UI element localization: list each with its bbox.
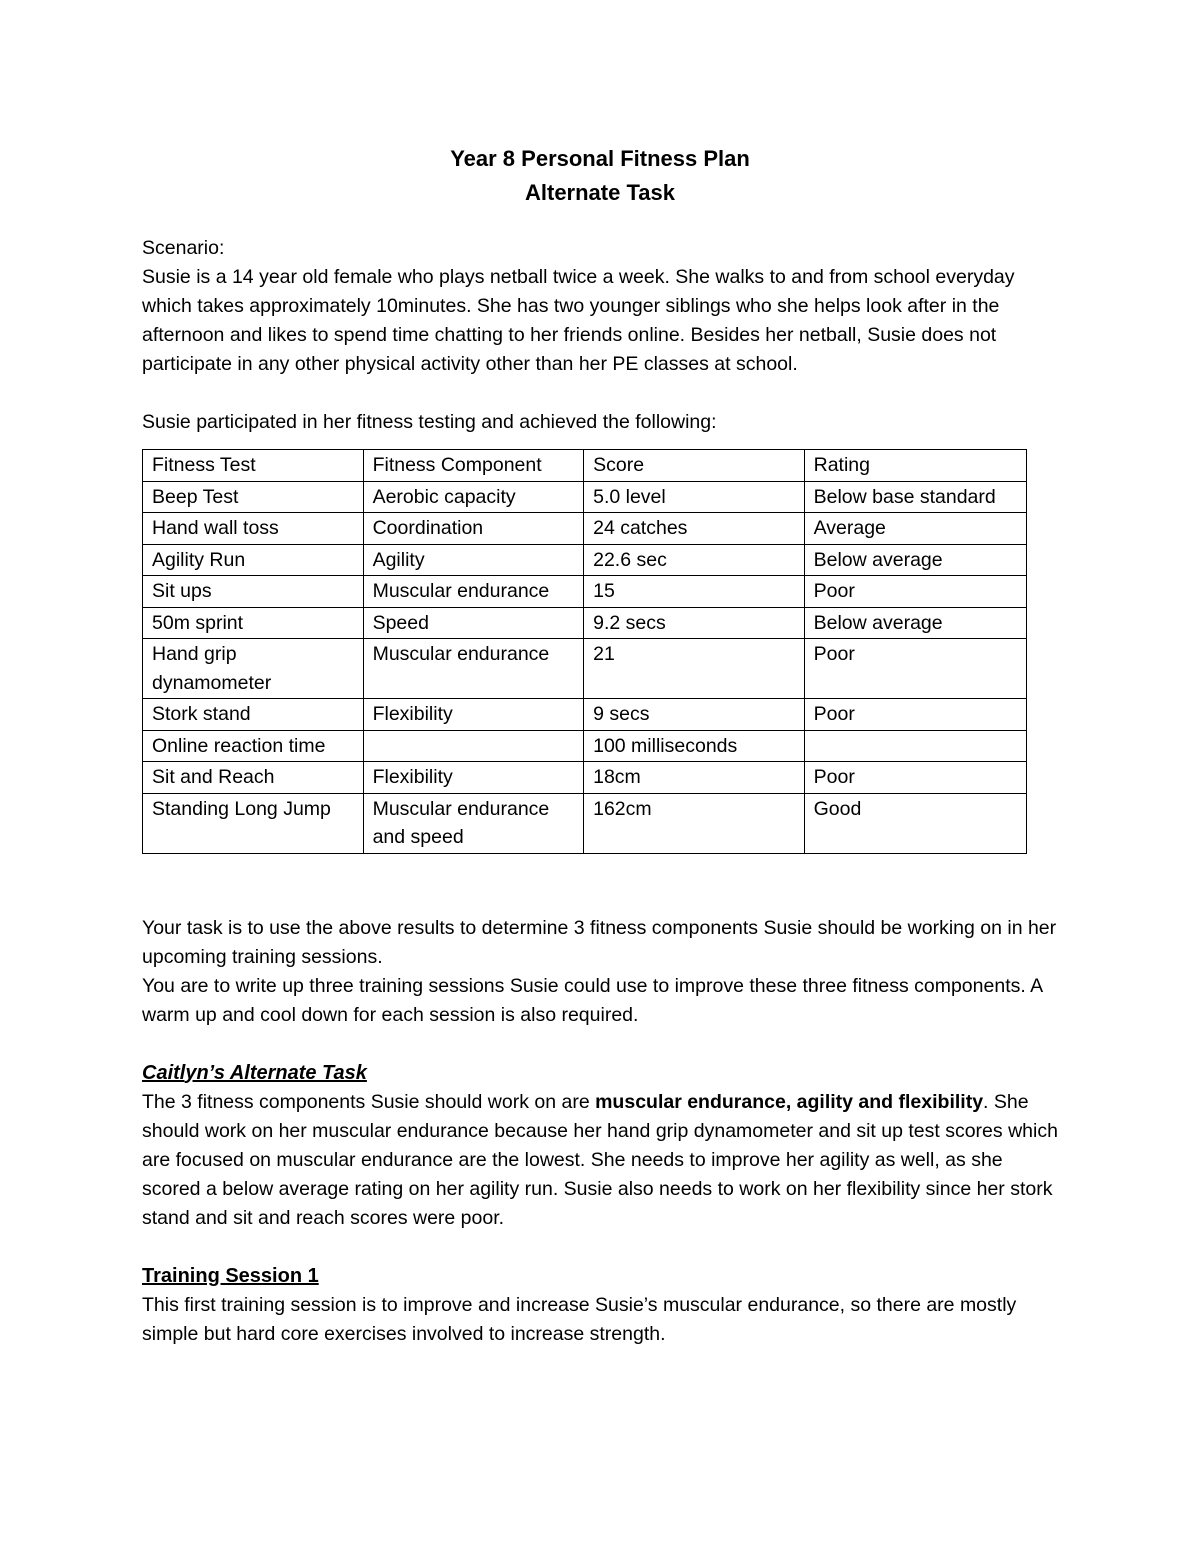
scenario-label: Scenario:	[142, 237, 225, 259]
page-subtitle: Alternate Task	[525, 180, 675, 205]
table-cell: 9 secs	[584, 699, 805, 731]
fitness-results-table	[142, 449, 1027, 854]
table-row	[143, 513, 1027, 545]
scenario-section	[142, 234, 1058, 437]
table-cell: Muscular endurance and speed	[363, 793, 584, 853]
table-row	[143, 607, 1027, 639]
table-row	[143, 481, 1027, 513]
alternate-intro-end: .	[983, 1090, 989, 1113]
training-session-1-heading: Training Session 1	[142, 1264, 319, 1287]
table-cell: Coordination	[363, 513, 584, 545]
table-header-cell: Fitness Test	[143, 450, 364, 482]
alternate-task-heading: Caitlyn’s Alternate Task	[142, 1061, 367, 1084]
table-cell: 162cm	[584, 793, 805, 853]
table-cell: 9.2 secs	[584, 607, 805, 639]
fitness-components-highlight: muscular endurance, agility and flexibility	[595, 1090, 984, 1113]
table-row	[143, 639, 1027, 699]
table-cell: 50m sprint	[143, 607, 364, 639]
alternate-intro: The 3 fitness components Susie should work on are	[142, 1090, 596, 1113]
table-cell: 22.6 sec	[584, 544, 805, 576]
table-cell: Agility Run	[143, 544, 364, 576]
task-line-2: You are to write up three training sessions Susie could use to improve these three fitness components. A warm up and cool down for each session is also required.	[142, 974, 1043, 1026]
table-cell: Stork stand	[143, 699, 364, 731]
table-cell: Below average	[804, 544, 1026, 576]
table-cell: Flexibility	[363, 762, 584, 794]
table-cell	[363, 730, 584, 762]
table-cell: Below average	[804, 607, 1026, 639]
table-cell: Poor	[804, 576, 1026, 608]
table-cell: Hand grip dynamometer	[143, 639, 364, 699]
table-cell: Aerobic capacity	[363, 481, 584, 513]
scenario-text: Susie is a 14 year old female who plays netball twice a week. She walks to and from school everyday which takes approximately 10minutes. She has two younger siblings who she helps look after in the afternoon and likes to spend time chatting to her friends online. Besides her netball, Susie does not participate in any other physical activity other than her PE classes at school.	[142, 266, 1015, 375]
table-cell: 18cm	[584, 762, 805, 794]
table-cell: Good	[804, 793, 1026, 853]
results-intro: Susie participated in her fitness testing and achieved the following:	[142, 411, 717, 433]
table-header-cell: Score	[584, 450, 805, 482]
title-block	[142, 142, 1058, 210]
table-cell	[804, 730, 1026, 762]
alternate-intro-paragraph	[142, 1088, 1058, 1233]
table-cell: Sit ups	[143, 576, 364, 608]
table-row	[143, 576, 1027, 608]
table-cell: Muscular endurance	[363, 576, 584, 608]
table-cell: Speed	[363, 607, 584, 639]
table-cell: Poor	[804, 639, 1026, 699]
table-cell: Standing Long Jump	[143, 793, 364, 853]
alternate-text: She should work on her muscular endurance because her hand grip dynamometer and sit up test scores which are focused on muscular endurance are the lowest. She needs to improve her agility as well, as she scored a below average rating on her agility run. Susie also needs to work on her flexibility since her stork stand and sit and reach scores were poor.	[142, 1090, 1058, 1229]
table-cell: Online reaction time	[143, 730, 364, 762]
table-cell: Muscular endurance	[363, 639, 584, 699]
table-header-cell: Fitness Component	[363, 450, 584, 482]
table-header-row	[143, 450, 1027, 482]
table-cell: Beep Test	[143, 481, 364, 513]
table-cell: 15	[584, 576, 805, 608]
table-row	[143, 699, 1027, 731]
table-cell: Agility	[363, 544, 584, 576]
table-row	[143, 730, 1027, 762]
table-row	[143, 793, 1027, 853]
task-section	[142, 914, 1058, 1349]
table-cell: Below base standard	[804, 481, 1026, 513]
table-cell: Poor	[804, 762, 1026, 794]
task-line-1: Your task is to use the above results to determine 3 fitness components Susie should be working on in her upcoming training sessions.	[142, 916, 1057, 968]
table-cell: Average	[804, 513, 1026, 545]
table-cell: 5.0 level	[584, 481, 805, 513]
document-page	[142, 142, 1058, 1349]
training-session-1-text: This first training session is to improve and increase Susie’s muscular endurance, so there are mostly simple but hard core exercises involved to increase strength.	[142, 1293, 1017, 1345]
table-cell: Flexibility	[363, 699, 584, 731]
table-cell: 21	[584, 639, 805, 699]
table-row	[143, 544, 1027, 576]
table-header-cell: Rating	[804, 450, 1026, 482]
table-cell: Sit and Reach	[143, 762, 364, 794]
table-cell: Hand wall toss	[143, 513, 364, 545]
table-cell: 100 milliseconds	[584, 730, 805, 762]
table-cell: Poor	[804, 699, 1026, 731]
table-cell: 24 catches	[584, 513, 805, 545]
table-row	[143, 762, 1027, 794]
page-title: Year 8 Personal Fitness Plan	[450, 146, 750, 171]
